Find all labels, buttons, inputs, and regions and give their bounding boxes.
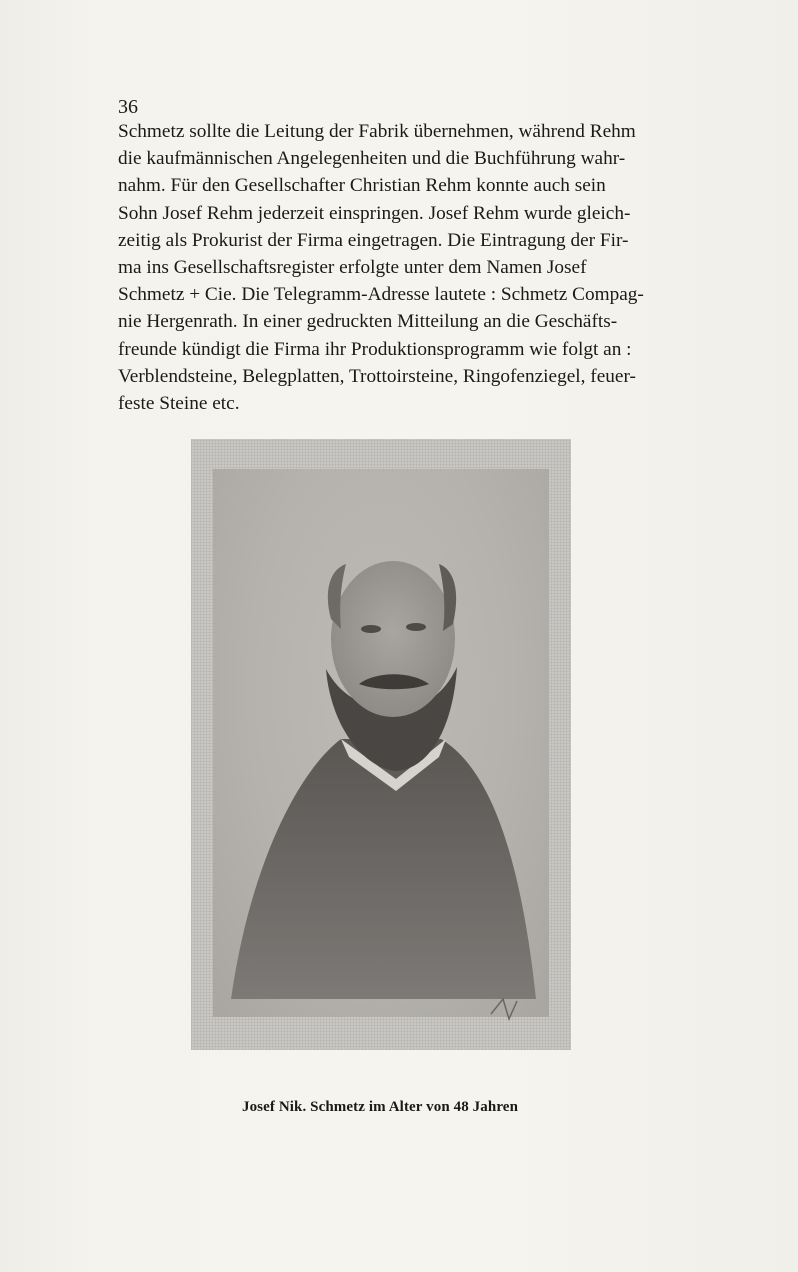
face-shape (331, 561, 455, 717)
photo-caption (0, 1098, 798, 1116)
text-line: Schmetz sollte die Leitung der Fabrik übernehmen, während Rehm (118, 121, 636, 142)
portrait-photo (191, 439, 571, 1050)
text-line: Verblendsteine, Belegplatten, Trottoirsteine, Ringofenziegel, feuer- (118, 365, 636, 387)
text-line: freunde kündigt die Firma ihr Produktionsprogramm wie folgt an : (118, 338, 632, 360)
text-line: nahm. Für den Gesellschafter Christian Rehm konnte auch sein (118, 175, 606, 197)
body-paragraph (118, 118, 692, 417)
eye-left (361, 625, 381, 633)
text-line: die kaufmännischen Angelegenheiten und die Buchführung wahr- (118, 148, 626, 170)
text-line: nie Hergenrath. In einer gedruckten Mitteilung an die Geschäfts- (118, 311, 618, 333)
page-number: 36 (118, 96, 138, 118)
text-line: ma ins Gesellschaftsregister erfolgte unter dem Namen Josef (118, 257, 587, 279)
signature-mark (491, 999, 517, 1019)
portrait-illustration (191, 439, 571, 1050)
caption-text: Josef Nik. Schmetz im Alter von 48 Jahren (241, 1099, 519, 1115)
text-line: Sohn Josef Rehm jederzeit einspringen. Josef Rehm wurde gleich- (118, 202, 631, 224)
text-line: zeitig als Prokurist der Firma eingetragen. Die Eintragung der Fir- (118, 229, 629, 251)
text-line: Schmetz + Cie. Die Telegramm-Adresse lautete : Schmetz Compag- (118, 284, 644, 306)
text-line-last: feste Steine etc. (118, 393, 240, 415)
eye-right (406, 623, 426, 631)
